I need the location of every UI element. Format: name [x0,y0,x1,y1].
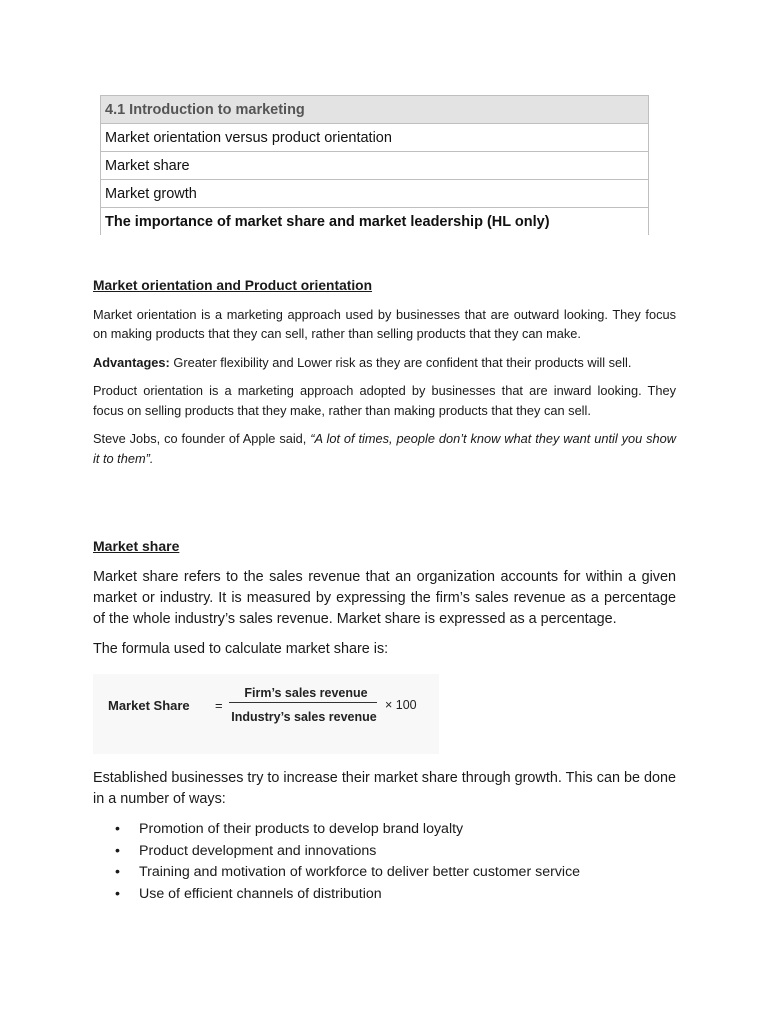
market-share-formula [93,674,439,754]
list-item-text: Product development and innovations [139,842,377,859]
formula-equals: = [215,698,223,713]
list-item [115,862,676,884]
syllabus-row [101,208,649,236]
market-share-section [93,536,676,905]
bullet-icon: • [115,885,120,902]
syllabus-header: 4.1 Introduction to marketing [101,96,649,124]
growth-paragraph: Established businesses try to increase their market share through growth. This can be done in a number of ways: [93,770,676,807]
syllabus-row [101,124,649,152]
market-share-heading: Market share [93,538,180,554]
bullet-icon: • [115,842,120,859]
syllabus-row-text: Market orientation versus product orientation [101,124,649,152]
syllabus-row [101,152,649,180]
market-orientation-paragraph: Market orientation is a marketing approach used by businesses that are outward looking. They focus on making products that they can sell, rather than selling products that they can make. [93,306,676,341]
formula-multiplier: × 100 [385,698,417,712]
growth-methods-list [93,819,676,905]
syllabus-row-text: Market growth [101,180,649,208]
advantages-paragraph [93,353,676,373]
list-item [115,884,676,906]
syllabus-row-text: Market share [101,152,649,180]
steve-jobs-quote: “A lot of times, people don’t know what they want until you show it to them”. [93,431,676,466]
syllabus-row [101,180,649,208]
list-item-text: Use of efficient channels of distribution [139,885,382,902]
list-item-text: Promotion of their products to develop brand loyalty [139,821,464,837]
bullet-icon: • [115,821,120,837]
formula-numerator: Firm’s sales revenue [244,686,368,700]
formula-denominator: Industry’s sales revenue [231,710,377,724]
list-item [115,819,676,841]
syllabus-header-row [101,96,649,124]
orientation-section [93,276,676,477]
list-item-text: Training and motivation of workforce to deliver better customer service [139,864,581,880]
orientation-heading: Market orientation and Product orientation [93,278,373,293]
market-share-definition: Market share refers to the sales revenue that an organization accounts for within a given market or industry. It is measured by expressing the firm’s sales revenue as a percentage of the whole industry’s sales revenue. Market share is expressed as a percentage. [93,569,676,627]
fraction-bar [229,702,377,703]
formula-intro: The formula used to calculate market share is: [93,641,389,657]
quote-paragraph [93,429,676,468]
syllabus-row-text: The importance of market share and market leadership (HL only) [101,208,649,236]
list-item [115,841,676,863]
formula-label: Market Share [108,698,190,713]
quote-intro: Steve Jobs, co founder of Apple said, [93,431,311,446]
advantages-label: Advantages: [93,354,170,370]
advantages-text: Greater flexibility and Lower risk as they are confident that their products will sell. [169,354,632,370]
bullet-icon: • [115,864,120,880]
syllabus-table [100,95,649,235]
product-orientation-paragraph: Product orientation is a marketing approach adopted by businesses that are inward looking. They focus on selling products that they make, rather than making products that they can sell. [93,383,676,418]
